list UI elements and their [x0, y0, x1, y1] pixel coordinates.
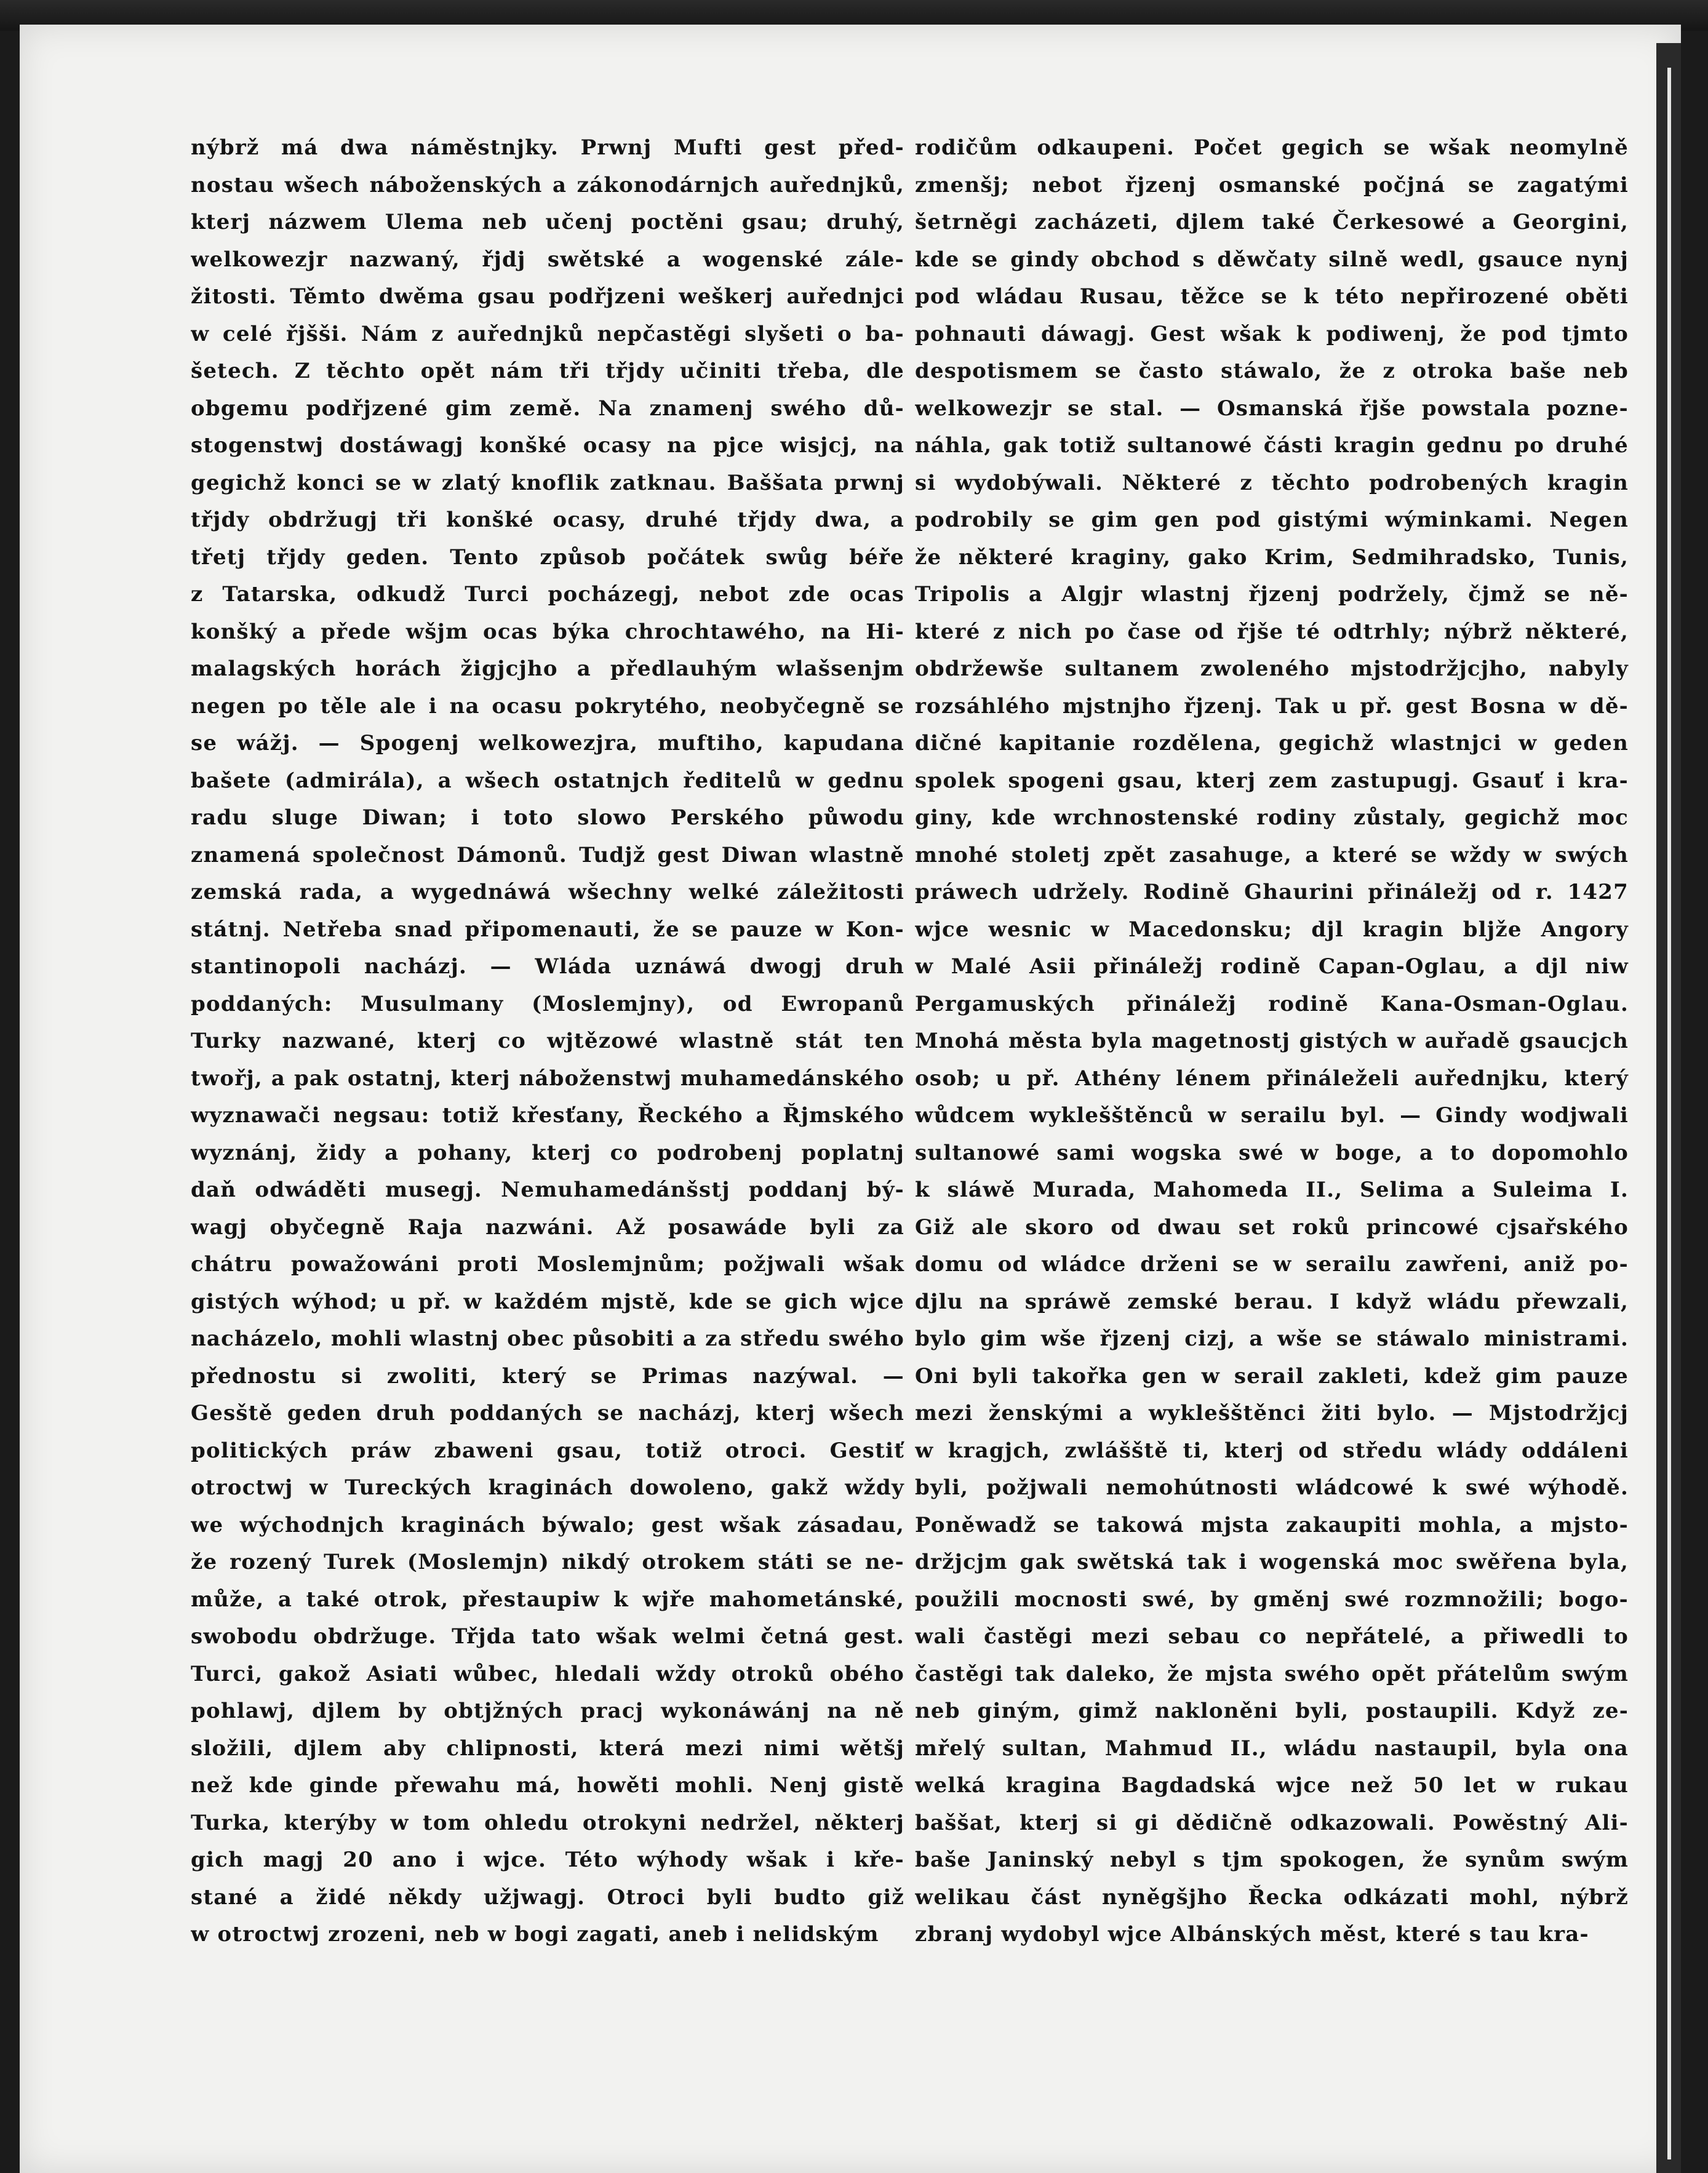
text-line: giny, kde wrchnostenské rodiny zůstaly, gegichž moc	[915, 805, 1629, 830]
text-line: podrobily se gim gen pod gistými wýminkami. Negen	[915, 508, 1629, 532]
text-line: rodičům odkaupeni. Počet gegich se wšak neomylně	[915, 135, 1629, 160]
text-line: nostau wšech náboženských a zákonodárnjch auřednjků,	[191, 172, 904, 197]
text-line: pohlawj, djlem by obtjžných pracj wykonáwánj na ně	[191, 1699, 904, 1723]
text-line: gich magj 20 ano i wjce. Této wýhody wšak i kře-	[191, 1848, 904, 1872]
text-line: že rozený Turek (Moslemjn) nikdý otrokem státi se ne-	[191, 1550, 904, 1574]
text-line: welká kragina Bagdadská wjce než 50 let w rukau	[915, 1773, 1629, 1798]
text-line: despotismem se často stáwalo, že z otroka baše neb	[915, 359, 1629, 383]
text-line: Gesště geden druh poddaných se nacházj, kterj wšech	[191, 1401, 904, 1425]
text-line: se wážj. — Spogenj welkowezjra, muftiho, kapudana	[191, 731, 904, 756]
text-line: twořj, a pak ostatnj, kterj náboženstwj muhamedánského	[191, 1066, 904, 1091]
text-line: wůdcem wyklešštěnců w serailu byl. — Gindy wodjwali	[915, 1103, 1629, 1128]
adjacent-page-strip	[1667, 68, 1671, 2159]
text-line: přednostu si zwoliti, který se Primas nazýwal. —	[191, 1363, 904, 1389]
text-line: Tripolis a Algjr wlastnj řjzenj podržely, čjmž se ně-	[915, 582, 1629, 607]
text-line: zmenšj; nebot řjzenj osmanské počjná se zagatými	[915, 172, 1629, 197]
text-line: Turky nazwané, kterj co wjtězowé wlastně stát ten	[191, 1029, 904, 1053]
text-line: malagských horách žigjcjho a předlauhým wlašsenjm	[191, 656, 904, 681]
text-line: pod wládau Rusau, těžce se k této nepřirozené oběti	[915, 284, 1629, 309]
text-line: dičné kapitanie rozdělena, gegichž wlastnjci w geden	[915, 731, 1629, 756]
text-line: Oni byli takořka gen w serail zakleti, kdež gim pauze	[915, 1363, 1629, 1389]
text-line: bašete (admirála), a wšech ostatnjch ředitelů w gednu	[191, 768, 904, 793]
text-line: byli, požjwali nemohútnosti wládcowé k swé wýhodě.	[915, 1475, 1629, 1500]
text-line: gegichž konci se w zlatý knoflik zatknau. Baššata prwnj	[191, 470, 904, 495]
text-line: we wýchodnjch kraginách býwalo; gest wšak zásadau,	[191, 1512, 904, 1537]
text-line: šetech. Z těchto opět nám tři třjdy učiniti třeba, dle	[191, 359, 904, 383]
text-line: baššat, kterj si gi dědičně odkazowali. Powěstný Ali-	[915, 1810, 1629, 1835]
text-line: poddaných: Musulmany (Moslemjny), od Ewropanů	[191, 991, 904, 1016]
text-line: osob; u př. Athény lénem přináleželi auřednjku, který	[915, 1066, 1629, 1091]
text-line: w Malé Asii přináležj rodině Capan-Oglau, a djl niw	[915, 954, 1629, 979]
text-line: kde se gindy obchod s děwčaty silně wedl, gsauce nynj	[915, 247, 1629, 272]
text-line: nacházelo, mohli wlastnj obec působiti a za středu swého	[191, 1326, 904, 1351]
text-line: použili mocnosti swé, by gměnj swé rozmnožili; bogo-	[915, 1587, 1629, 1612]
text-line: welkowezjr se stal. — Osmanská řjše powstala pozne-	[915, 396, 1629, 421]
text-line: držjcjm gak swětská tak i wogenská moc swěřena byla,	[915, 1550, 1629, 1574]
text-line: k sláwě Murada, Mahomeda II., Selima a Suleima I.	[915, 1178, 1629, 1202]
text-line: neb giným, gimž nakloněni byli, postaupili. Když ze-	[915, 1699, 1629, 1723]
text-line: pohnauti dáwagj. Gest wšak k podiwenj, že pod tjmto	[915, 321, 1629, 346]
text-line: chátru powažowáni proti Moslemjnům; požjwali wšak	[191, 1252, 904, 1277]
text-line: bylo gim wše řjzenj cizj, a wše se stáwalo ministrami.	[915, 1326, 1629, 1351]
text-line: w otroctwj zrozeni, neb w bogi zagati, aneb i nelidským	[191, 1922, 879, 1947]
text-line: práwech udržely. Rodině Ghaurini přináležj od r. 1427	[915, 880, 1629, 904]
text-line: kterj názwem Ulema neb učenj poctěni gsau; druhý,	[191, 210, 904, 234]
text-line: rozsáhlého mjstnjho řjzenj. Tak u př. gest Bosna w dě-	[915, 693, 1629, 719]
text-line: obdržewše sultanem zwoleného mjstodržjcjho, nabyly	[915, 656, 1629, 681]
text-line: swobodu obdržuge. Třjda tato wšak welmi četná gest.	[191, 1624, 904, 1649]
text-line: Turci, gakož Asiati wůbec, hledali wždy otroků obého	[191, 1661, 904, 1686]
text-line: spolek spogeni gsau, kterj zem zastupugj. Gsauť i kra-	[915, 768, 1629, 793]
text-line: náhla, gak totiž sultanowé části kragin gednu po druhé	[915, 433, 1629, 458]
text-line: mřelý sultan, Mahmud II., wládu nastaupil, byla ona	[915, 1736, 1629, 1761]
text-line: djlu na spráwě zemské berau. I když wládu přewzali,	[915, 1289, 1629, 1314]
text-line: nýbrž má dwa náměstnjky. Prwnj Mufti gest před-	[191, 135, 904, 160]
text-line: Poněwadž se takowá mjsta zakaupiti mohla, a mjsto-	[915, 1512, 1629, 1537]
text-line: z Tatarska, odkudž Turci pocházegj, nebot zde ocas	[191, 582, 904, 607]
text-line: častěgi tak daleko, že mjsta swého opět přátelům swým	[915, 1661, 1629, 1686]
text-line: gistých wýhod; u př. w každém mjstě, kde se gich wjce	[191, 1289, 904, 1314]
text-line: w celé řjšši. Nám z auřednjků nepčastěgi slyšeti o ba-	[191, 321, 904, 346]
text-line: radu sluge Diwan; i toto slowo Perského půwodu	[191, 805, 904, 830]
text-line: welikau část nyněgšjho Řecka odkázati mohl, nýbrž	[915, 1884, 1629, 1910]
text-line: žitosti. Těmto dwěma gsau podřjzeni weškerj auřednjci	[191, 284, 904, 309]
text-line: obgemu podřjzené gim země. Na znamenj swého dů-	[191, 396, 904, 421]
text-line: Turka, kterýby w tom ohledu otrokyni nedržel, některj	[191, 1810, 904, 1835]
text-line: mezi ženskými a wyklešštěnci žiti bylo. — Mjstodržjcj	[915, 1401, 1629, 1425]
text-line: si wydobýwali. Některé z těchto podrobených kragin	[915, 470, 1629, 495]
text-line: negen po těle ale i na ocasu pokrytého, neobyčegně se	[191, 693, 904, 719]
text-line: wali častěgi mezi sebau co nepřátelé, a přiwedli to	[915, 1624, 1629, 1649]
text-line: zbranj wydobyl wjce Albánských měst, které s tau kra-	[915, 1922, 1589, 1947]
text-line: welkowezjr nazwaný, řjdj swětské a wogenské zále-	[191, 247, 904, 272]
text-line: baše Janinský nebyl s tjm spokogen, že synům swým	[915, 1848, 1629, 1872]
right-text-column	[915, 129, 1629, 1953]
text-line: Mnohá města byla magetnostj gistých w auřadě gsaucjch	[915, 1029, 1629, 1053]
text-line: které z nich po čase od řjše té odtrhly; nýbrž některé,	[915, 619, 1629, 644]
text-line: znamená společnost Dámonů. Tudjž gest Diwan wlastně	[191, 842, 904, 867]
text-line: třetj třjdy geden. Tento způsob počátek swůg béře	[191, 544, 904, 570]
text-line: stogenstwj dostáwagj konšké ocasy na pjce wisjcj, na	[191, 433, 904, 458]
text-line: wagj obyčegně Raja nazwáni. Až posawáde byli za	[191, 1214, 904, 1240]
text-line: w kragjch, zwlášště ti, kterj od středu wlády oddáleni	[915, 1438, 1629, 1463]
book-page	[20, 25, 1681, 2173]
text-line: politických práw zbaweni gsau, totiž otroci. Gestiť	[191, 1438, 904, 1463]
text-line: že některé kraginy, gako Krim, Sedmihradsko, Tunis,	[915, 544, 1629, 570]
text-line: konšký a přede wšjm ocas býka chrochtawého, na Hi-	[191, 619, 904, 644]
text-line: otroctwj w Tureckých kraginách dowoleno, gakž wždy	[191, 1475, 904, 1500]
text-line: může, a také otrok, přestaupiw k wjře mahometánské,	[191, 1587, 904, 1612]
left-text-column	[191, 129, 904, 1953]
text-line: Pergamuských přináležj rodině Kana-Osman-Oglau.	[915, 991, 1629, 1016]
text-line: sultanowé sami wogska swé w boge, a to dopomohlo	[915, 1140, 1629, 1165]
text-line: zemská rada, a wygednáwá wšechny welké záležitosti	[191, 880, 904, 904]
text-line: daň odwáděti musegj. Nemuhamedánšstj poddanj bý-	[191, 1178, 904, 1202]
text-line: wyznawači negsau: totiž křesťany, Řeckého a Řjmského	[191, 1103, 904, 1128]
text-line: wjce wesnic w Macedonsku; djl kragin bljže Angory	[915, 917, 1629, 942]
text-line: stané a židé někdy užjwagj. Otroci byli budto giž	[191, 1884, 904, 1910]
text-line: wyznánj, židy a pohany, kterj co podrobenj poplatnj	[191, 1140, 904, 1165]
text-line: státnj. Netřeba snad připomenauti, že se pauze w Kon-	[191, 917, 904, 942]
text-line: šetrněgi zacházeti, djlem také Čerkesowé a Georgini,	[915, 210, 1629, 234]
text-line: než kde ginde přewahu má, howěti mohli. Nenj gistě	[191, 1773, 904, 1798]
text-line: třjdy obdržugj tři konšké ocasy, druhé třjdy dwa, a	[191, 508, 904, 532]
text-line: složili, djlem aby chlipnosti, která mezi nimi wětšj	[191, 1736, 904, 1761]
text-line: Giž ale skoro od dwau set roků princowé cjsařského	[915, 1214, 1629, 1240]
text-line: domu od wládce drženi se w serailu zawřeni, aniž po-	[915, 1252, 1629, 1277]
text-line: stantinopoli nacházj. — Wláda uznáwá dwogj druh	[191, 954, 904, 979]
text-line: mnohé stoletj zpět zasahuge, a které se wždy w swých	[915, 842, 1629, 867]
